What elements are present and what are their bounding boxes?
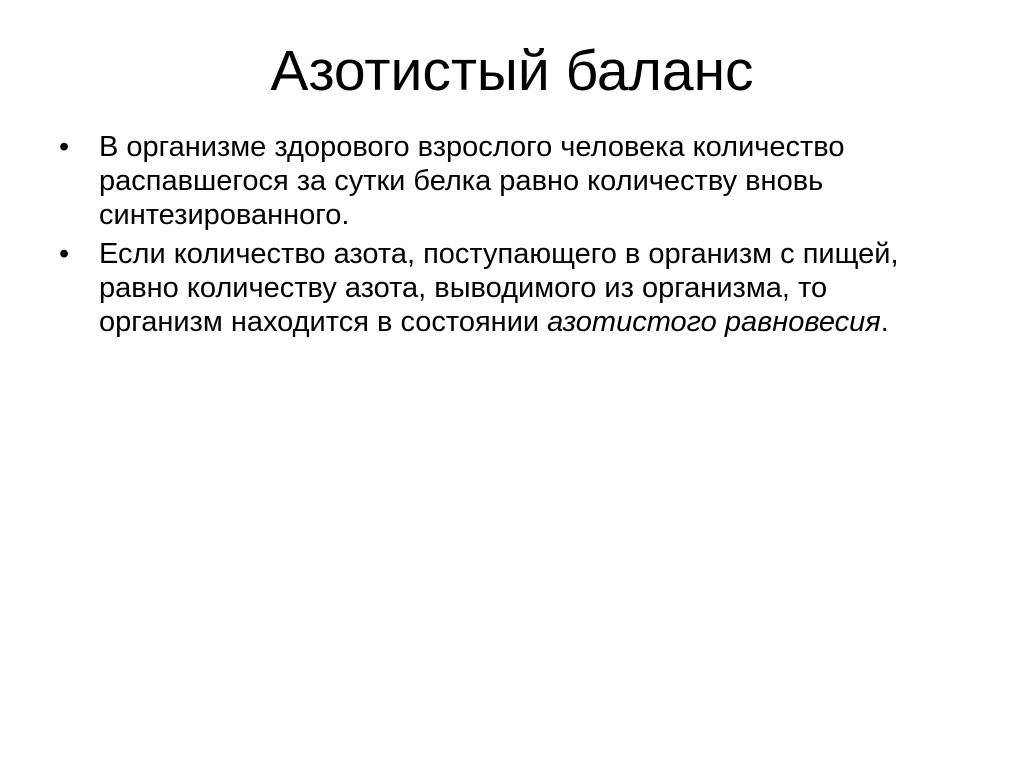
bullet-text: Если количество азота, поступающего в организм с пищей, равно количеству азота, выводимого из организма, то организм находится в состоянии: [99, 238, 899, 338]
bullet-emphasis-text: азотистого равновесия: [547, 306, 881, 338]
bullet-text: В организме здорового взрослого человека количество распавшегося за сутки белка равно количеству вновь синтезированного.: [99, 131, 845, 231]
bullet-list: [55, 130, 955, 344]
bullet-text-end: .: [880, 306, 889, 338]
bullet-icon: •: [59, 131, 70, 163]
bullet-icon: •: [59, 238, 70, 270]
slide-title: Азотистый баланс: [270, 39, 754, 103]
bullet-item-2: [55, 237, 955, 339]
bullet-item-1: [55, 130, 955, 232]
